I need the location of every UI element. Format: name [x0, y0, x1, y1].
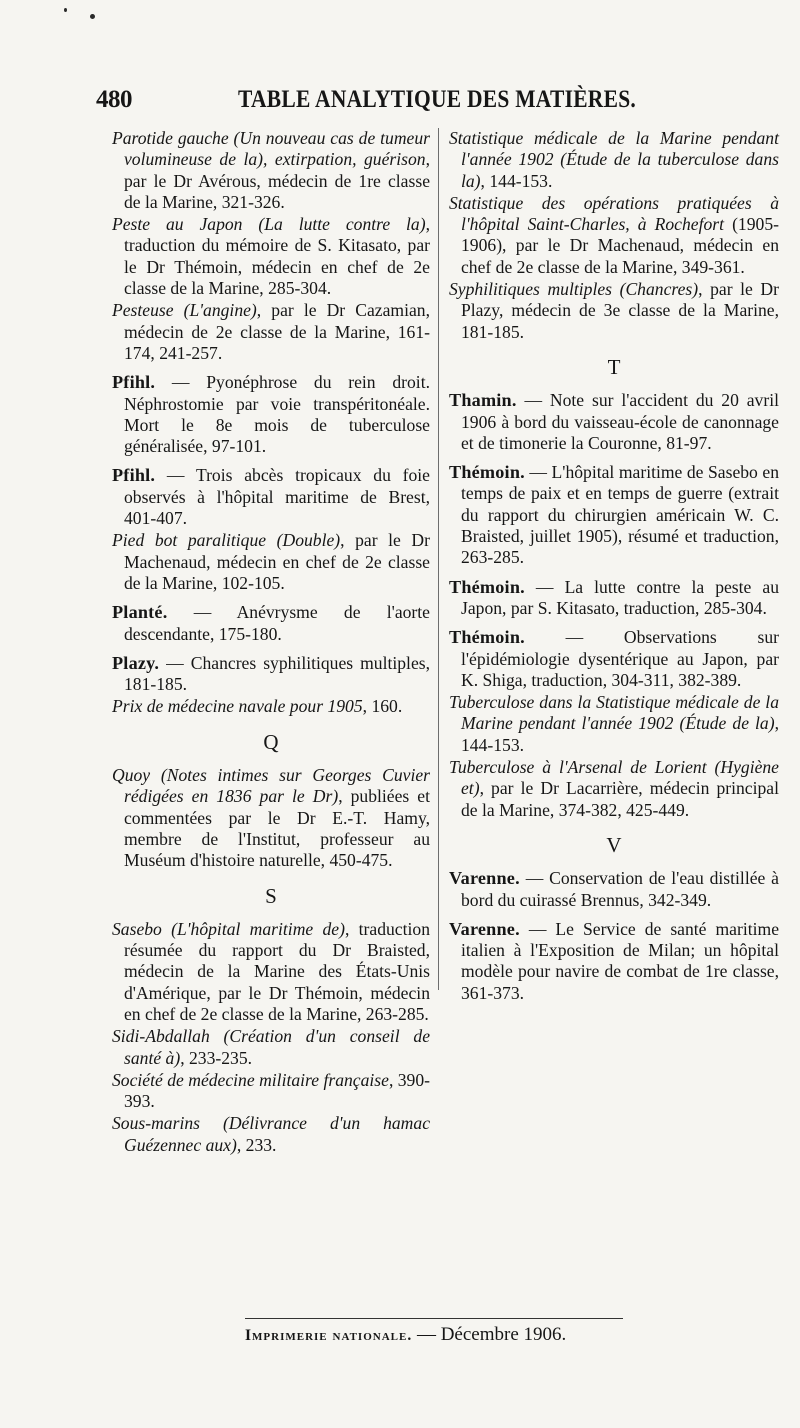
entry-text: — Conservation de l'eau distillée à bord du cuirassé Brennus, 342-349.	[461, 868, 779, 910]
entry-text: , par le Dr Plazy, médecin de 3e classe de la Marine, 181-185.	[461, 279, 779, 342]
index-entry	[449, 279, 779, 343]
entry-text: , par le Dr Cazamian, médecin de 2e classe de la Marine, 161-174, 241-257.	[124, 300, 430, 363]
index-entry	[449, 868, 779, 911]
entry-title: Pesteuse (L'angine)	[112, 300, 257, 321]
index-entry	[449, 692, 779, 756]
entry-text: — La lutte contre la peste au Japon, par S. Kitasato, traduction, 285-304.	[461, 576, 779, 618]
index-entry	[449, 577, 779, 620]
index-entry	[112, 465, 430, 529]
entry-text: , 390-393.	[124, 1069, 431, 1112]
entry-text: — Le Service de santé maritime italien à l'Exposition de Milan; un hôpital modèle pour navire de combat de 1re classe, 361-373.	[461, 918, 779, 1003]
print-date: — Décembre 1906.	[412, 1324, 567, 1345]
index-entry	[449, 128, 779, 192]
entry-title: Statistique médicale de la Marine pendant l'année 1902 (Étude de la tuberculose dans la)	[449, 128, 779, 191]
entry-text: — Pyonéphrose du rein droit. Néphrostomie par voie transpéritonéale. Mort le 8e mois de tuberculose généralisée, 97-101.	[124, 372, 430, 457]
section-letter: V	[606, 832, 622, 857]
index-entry	[112, 602, 430, 645]
entry-title: Société de médecine militaire française	[112, 1069, 389, 1090]
entry-text: , publiées et commentées par le Dr E.-T. Hamy, membre de l'Institut, professeur au Muséum d'histoire naturelle, 450-475.	[124, 786, 431, 871]
index-entry	[112, 128, 430, 213]
ink-speck	[90, 14, 95, 19]
section-letter: S	[265, 883, 277, 908]
entry-title: Peste au Japon (La lutte contre la)	[112, 214, 426, 235]
entry-text: — Trois abcès tropicaux du foie observés à l'hôpital maritime de Brest, 401-407.	[124, 465, 430, 529]
index-entry	[112, 530, 430, 594]
section-letter: Q	[263, 729, 279, 754]
right-column	[449, 128, 779, 1005]
entry-text: , 233-235.	[180, 1047, 253, 1068]
index-entry	[112, 300, 430, 364]
entry-text: , 144-153.	[480, 170, 553, 191]
index-entry	[112, 1113, 430, 1156]
entry-text: — L'hôpital maritime de Sasebo en temps de paix et en temps de guerre (extrait du rapport du chirurgien américain W. C. Braisted, juillet 1905), résumé et traduction, 263-285.	[461, 462, 779, 568]
entry-author: Plazy.	[112, 652, 160, 673]
index-entry	[112, 653, 430, 696]
entry-text: , par le Dr Avérous, médecin de 1re classe de la Marine, 321-326.	[124, 149, 430, 212]
entry-title: Parotide gauche (Un nouveau cas de tumeur volumineuse de la), extirpation, guérison	[112, 128, 430, 170]
printer-name: Imprimerie nationale.	[245, 1327, 413, 1344]
index-entry	[112, 372, 430, 457]
left-column	[112, 128, 430, 1157]
entry-title: Statistique des opérations pratiquées à l'hôpital Saint-Charles, à Rochefort	[449, 192, 779, 235]
entry-text: — Chancres syphilitiques multiples, 181-185.	[124, 652, 430, 695]
index-entry	[112, 919, 430, 1025]
entry-text: (1905-1906), par le Dr Machenaud, médecin en chef de 2e classe de la Marine, 349-361.	[461, 214, 779, 277]
entry-text: — Anévrysme de l'aorte descendante, 175-180.	[124, 602, 430, 644]
entry-author: Thémoin.	[449, 627, 525, 648]
entry-text: , traduction du mémoire de S. Kitasato, par le Dr Thémoin, médecin en chef de 2e classe de la Marine, 285-304.	[124, 214, 430, 299]
entry-text: , 144-153.	[461, 713, 779, 755]
entry-text: , par le Dr Machenaud, médecin en chef de 2e classe de la Marine, 102-105.	[124, 530, 430, 593]
entry-text: , traduction résumée du rapport du Dr Braisted, médecin de la Marine des États-Unis d'Amérique, par le Dr Thémoin, médecin en chef de 2e classe de la Marine, 263-285.	[124, 918, 430, 1024]
index-entry	[112, 765, 430, 871]
index-entry	[449, 757, 779, 821]
index-entry	[449, 193, 779, 278]
entry-author: Varenne.	[449, 868, 520, 889]
entry-author: Thémoin.	[449, 462, 525, 483]
entry-author: Planté.	[112, 602, 168, 623]
column-divider	[438, 128, 439, 990]
entry-title: Tuberculose à l'Arsenal de Lorient (Hygiène et)	[449, 757, 779, 799]
footer-rule	[245, 1318, 623, 1319]
entry-title: Sidi-Abdallah (Création d'un conseil de santé à)	[112, 1026, 430, 1068]
entry-title: Prix de médecine navale pour 1905	[112, 696, 363, 717]
entry-text: , par le Dr Lacarrière, médecin principal de la Marine, 374-382, 425-449.	[461, 778, 779, 820]
running-title: TABLE ANALYTIQUE DES MATIÈRES.	[238, 86, 637, 113]
entry-title: Sasebo (L'hôpital maritime de)	[112, 918, 345, 939]
entry-title: Sous-marins (Délivrance d'un hamac Guézennec aux)	[112, 1113, 430, 1155]
index-entry	[449, 390, 779, 454]
entry-author: Pfihl.	[112, 465, 156, 486]
imprint-line	[245, 1324, 645, 1346]
entry-text: — Observations sur l'épidémiologie dysentérique au Japon, par K. Shiga, traduction, 304-311, 382-389.	[461, 627, 779, 690]
index-entry	[112, 214, 430, 299]
index-entry	[449, 462, 779, 568]
entry-title: Pied bot paralitique (Double)	[112, 530, 341, 551]
index-entry	[112, 1070, 430, 1113]
entry-text: , 233.	[236, 1134, 277, 1155]
entry-author: Varenne.	[449, 918, 520, 939]
entry-title: Syphilitiques multiples (Chancres)	[449, 279, 699, 300]
index-entry	[449, 919, 779, 1004]
entry-author: Thamin.	[449, 390, 517, 411]
page-number: 480	[96, 86, 132, 113]
entry-title: Tuberculose dans la Statistique médicale de la Marine pendant l'année 1902 (Étude de la)	[449, 692, 779, 734]
entry-title: Quoy (Notes intimes sur Georges Cuvier rédigées en 1836 par le Dr)	[112, 765, 430, 807]
entry-text: , 160.	[362, 696, 403, 717]
index-entry	[112, 1026, 430, 1069]
entry-author: Pfihl.	[112, 372, 156, 393]
index-entry	[112, 696, 430, 717]
section-letter: T	[607, 354, 621, 379]
index-entry	[449, 627, 779, 691]
page-header	[96, 86, 656, 120]
entry-text: — Note sur l'accident du 20 avril 1906 à bord du vaisseau-école de canonnage et de timonerie la Couronne, 81-97.	[461, 390, 779, 453]
ink-speck	[64, 8, 67, 12]
entry-author: Thémoin.	[449, 576, 525, 597]
